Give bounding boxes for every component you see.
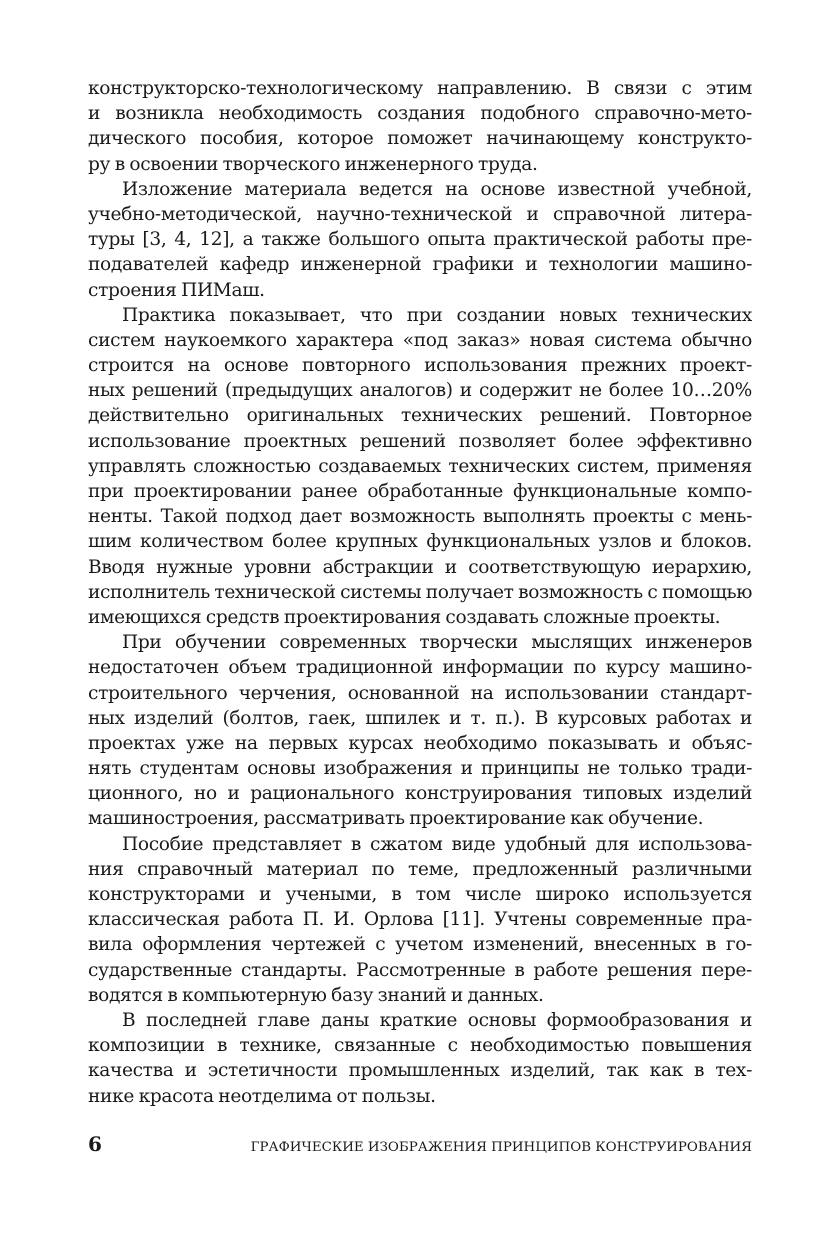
text-line: строения ПИМаш. [88,279,265,301]
text-line: нять студентам основы изображения и принципы не только тради- [88,758,752,780]
text-line: конструкторско-технологическому направлению. В связи с этим [88,78,752,99]
text-line: недостаточен объем традиционной информации по курсу машино- [88,657,752,679]
text-line: ционного, но и рационального конструирования типовых изделий [88,783,752,805]
text-line: Изложение материала ведется на основе известной учебной, [122,178,752,200]
text-line: ных решений (предыдущих аналогов) и содержит не более 10…20% [88,380,752,402]
paragraph [88,630,752,832]
text-line: подавателей кафедр инженерной графики и технологии машино- [88,254,752,276]
body-text [88,76,752,1109]
text-line: туры [3, 4, 12], а также большого опыта практической работы пре- [88,229,752,251]
paragraph [88,177,752,303]
text-line: конструкторами и учеными, в том числе широко используется [88,884,752,905]
text-line: качества и эстетичности промышленных изделий, так как в тех- [88,1060,752,1082]
paragraph [88,1008,752,1109]
text-line: и возникла необходимость создания подобного справочно-мето- [88,103,752,125]
text-line: Практика показывает, что при создании новых технических [122,304,752,326]
text-line: водятся в компьютерную базу знаний и данных. [88,984,544,1006]
text-line: действительно оригинальных технических решений. Повторное [88,405,752,427]
text-line: композиции в технике, связанные с необходимостью повышения [88,1035,752,1057]
running-head: ГРАФИЧЕСКИЕ ИЗОБРАЖЕНИЯ ПРИНЦИПОВ КОНСТРУИРОВАНИЯ [250,1140,752,1155]
paragraph [88,303,752,630]
text-line: Пособие представляет в сжатом виде удобный для использова- [122,833,752,855]
text-line: ру в освоении творческого инженерного труда. [88,153,538,175]
text-line: ния справочный материал по теме, предложенный различными [88,858,752,880]
text-line: при проектировании ранее обработанные функциональные компо- [88,481,752,502]
text-line: сударственные стандарты. Рассмотренные в работе решения пере- [88,959,752,981]
text-line: В последней главе даны краткие основы формообразования и [122,1009,752,1031]
paragraph [88,76,752,177]
paragraph [88,832,752,1008]
text-line: учебно-методической, научно-технической и справочной литера- [88,203,752,225]
text-line: дического пособия, которое поможет начинающему конструкто- [88,128,752,150]
page-footer [88,1132,752,1160]
text-line: Вводя нужные уровни абстракции и соответствующую иерархию, [88,556,752,578]
text-line: управлять сложностью создаваемых технических систем, применяя [88,455,752,477]
text-line: машиностроения, рассматривать проектирование как обучение. [88,808,704,830]
text-line: ных изделий (болтов, гаек, шпилек и т. п.). В курсовых работах и [88,707,752,729]
text-line: шим количеством более крупных функциональных узлов и блоков. [88,531,752,553]
text-line: нике красота неотделима от пользы. [88,1085,436,1107]
page-number: 6 [88,1132,102,1156]
text-line: При обучении современных творчески мыслящих инженеров [122,632,752,654]
text-line: вила оформления чертежей с учетом изменений, внесенных в го- [88,934,752,956]
text-line: строится на основе повторного использования прежних проект- [88,355,752,377]
text-line: имеющихся средств проектирования создавать сложные проекты. [88,606,721,628]
text-line: использование проектных решений позволяет более эффективно [88,430,752,452]
text-line: систем наукоемкого характера «под заказ» новая система обычно [88,329,752,351]
text-line: исполнитель технической системы получает возможность с помощью [88,581,752,603]
text-line: проектах уже на первых курсах необходимо показывать и объяс- [88,732,752,754]
text-line: ненты. Такой подход дает возможность выполнять проекты с мень- [88,506,752,528]
text-line: строительного черчения, основанной на использовании стандарт- [88,682,752,704]
text-line: классическая работа П. И. Орлова [11]. Учтены современные пра- [88,909,752,931]
